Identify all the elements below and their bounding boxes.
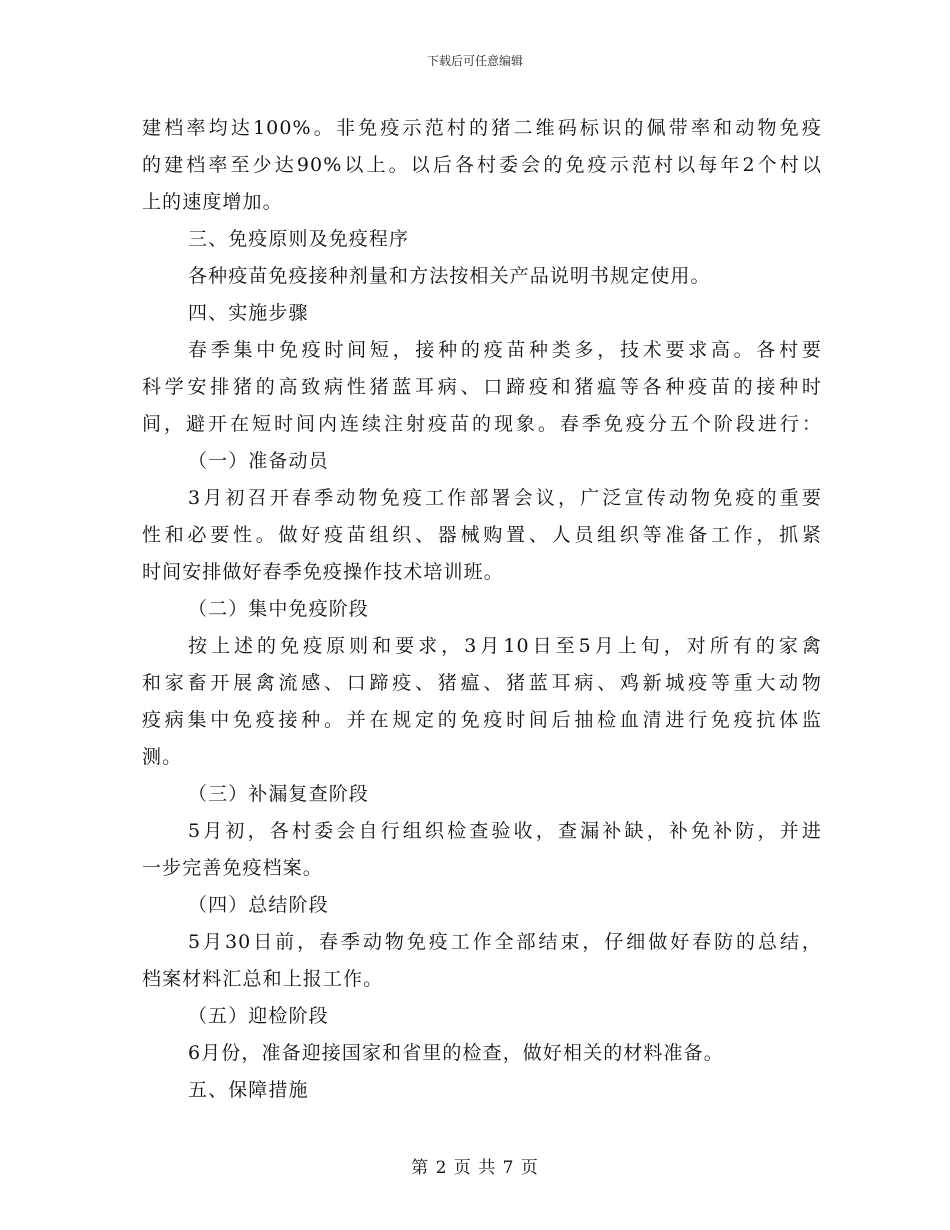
paragraph-line: 各种疫苗免疫接种剂量和方法按相关产品说明书规定使用。	[188, 265, 711, 287]
paragraph-line: 一步完善免疫档案。	[142, 857, 323, 879]
paragraph-line: 测。	[142, 746, 183, 768]
paragraph-line: 6月份，准备迎接国家和省里的检查，做好相关的材料准备。	[188, 1042, 724, 1064]
section-heading: 五、保障措施	[188, 1079, 309, 1101]
page-header-note: 下载后可任意编辑	[426, 54, 523, 68]
paragraph-line: 间，避开在短时间内连续注射疫苗的现象。春季免疫分五个阶段进行：	[142, 413, 822, 435]
section-heading: 三、免疫原则及免疫程序	[188, 228, 410, 250]
page-number-footer: 第 2 页 共 7 页	[411, 1158, 539, 1178]
subsection-heading: （四）总结阶段	[188, 894, 329, 916]
paragraph-line: 上的速度增加。	[142, 191, 283, 213]
paragraph-line: 性和必要性。做好疫苗组织、器械购置、人员组织等准备工作，抓紧	[142, 524, 822, 546]
paragraph-line: 按上述的免疫原则和要求，3月10日至5月上旬，对所有的家禽	[188, 635, 822, 657]
paragraph-line: 5月初，各村委会自行组织检查验收，查漏补缺，补免补防，并进	[188, 820, 822, 842]
paragraph-line: 春季集中免疫时间短，接种的疫苗种类多，技术要求高。各村要	[188, 339, 822, 361]
paragraph-line: 档案材料汇总和上报工作。	[142, 968, 384, 990]
subsection-heading: （二）集中免疫阶段	[188, 598, 369, 620]
paragraph-line: 的建档率至少达90%以上。以后各村委会的免疫示范村以每年2个村以	[142, 154, 822, 176]
subsection-heading: （三）补漏复查阶段	[188, 783, 369, 805]
paragraph-line: 3月初召开春季动物免疫工作部署会议，广泛宣传动物免疫的重要	[188, 487, 822, 509]
paragraph-line: 科学安排猪的高致病性猪蓝耳病、口蹄疫和猪瘟等各种疫苗的接种时	[142, 376, 822, 398]
paragraph-line: 5月30日前，春季动物免疫工作全部结束，仔细做好春防的总结，	[188, 931, 822, 953]
paragraph-line: 时间安排做好春季免疫操作技术培训班。	[142, 561, 504, 583]
paragraph-line: 疫病集中免疫接种。并在规定的免疫时间后抽检血清进行免疫抗体监	[142, 709, 822, 731]
subsection-heading: （五）迎检阶段	[188, 1005, 329, 1027]
paragraph-line: 和家畜开展禽流感、口蹄疫、猪瘟、猪蓝耳病、鸡新城疫等重大动物	[142, 672, 822, 694]
section-heading: 四、实施步骤	[188, 302, 309, 324]
paragraph-line: 建档率均达100%。非免疫示范村的猪二维码标识的佩带率和动物免疫	[142, 117, 822, 139]
subsection-heading: （一）准备动员	[188, 450, 329, 472]
